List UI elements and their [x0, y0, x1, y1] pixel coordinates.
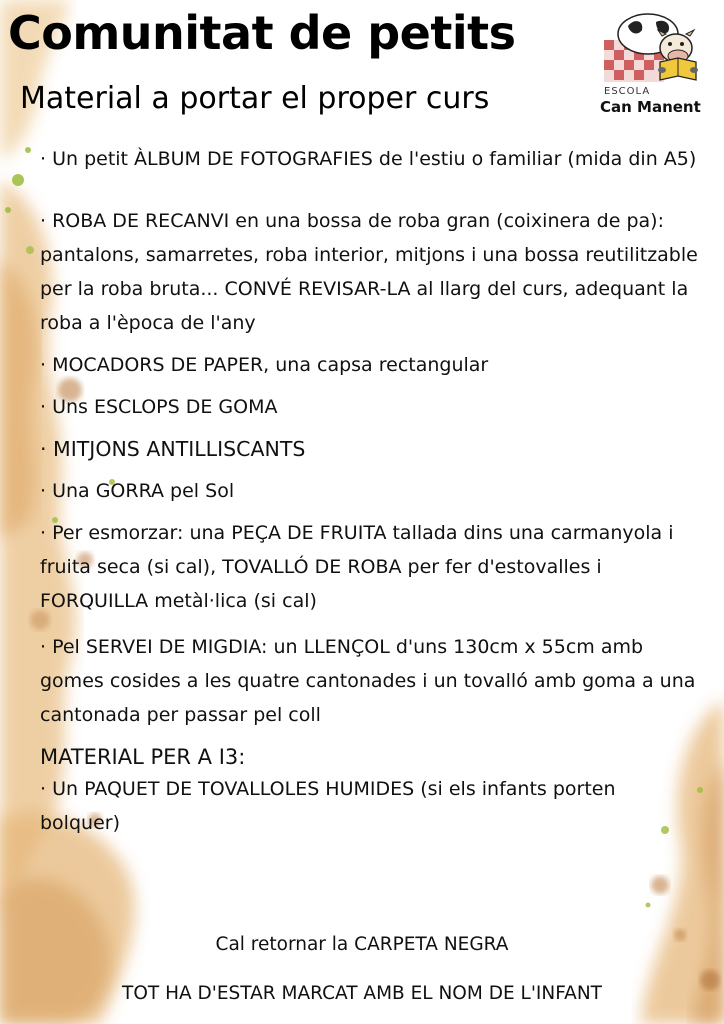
- page-title: Comunitat de petits: [8, 6, 516, 60]
- materials-list: [40, 142, 700, 840]
- list-item-mitjons: · MITJONS ANTILLISCANTS: [40, 437, 306, 461]
- footer-note-carpeta: Cal retornar la CARPETA NEGRA: [215, 934, 509, 955]
- list-item-servei-migdia: · Pel SERVEI DE MIGDIA: un LLENÇOL d'uns 130cm x 55cm amb gomes cosides a les quatre cantonades i un tovalló amb goma a una cantonada per passar pel coll: [40, 636, 696, 726]
- list-item-gorra: · Una GORRA pel Sol: [40, 480, 235, 502]
- list-item-esmorzar: · Per esmorzar: una PEÇA DE FRUITA tallada dins una carmanyola i fruita seca (si cal), TOVALLÓ DE ROBA per fer d'estovalles i FORQUILLA metàl·lica (si cal): [40, 522, 674, 612]
- logo-escola-label: ESCOLA: [604, 86, 651, 97]
- list-item-roba-recanvi: · ROBA DE RECANVI en una bossa de roba gran (coixinera de pa): pantalons, samarretes, roba interior, mitjons i una bossa reutilitzable per la roba bruta... CONVÉ REVISAR-LA al llarg del curs, adequant la roba a l'època de l'any: [40, 210, 698, 334]
- list-item-tovalloles: · Un PAQUET DE TOVALLOLES HUMIDES (si els infants porten bolquer): [40, 778, 616, 834]
- material-i3-heading: MATERIAL PER A I3:: [40, 745, 246, 769]
- list-item-mocadors: · MOCADORS DE PAPER, una capsa rectangular: [40, 354, 489, 376]
- page-subtitle: Material a portar el proper curs: [20, 81, 490, 116]
- list-item-esclops: · Uns ESCLOPS DE GOMA: [40, 396, 278, 418]
- footer-note-marcat: TOT HA D'ESTAR MARCAT AMB EL NOM DE L'INFANT: [122, 983, 602, 1004]
- list-item-album: · Un petit ÀLBUM DE FOTOGRAFIES de l'estiu o familiar (mida din A5): [40, 148, 697, 170]
- logo-school-name: Can Manent: [600, 98, 701, 116]
